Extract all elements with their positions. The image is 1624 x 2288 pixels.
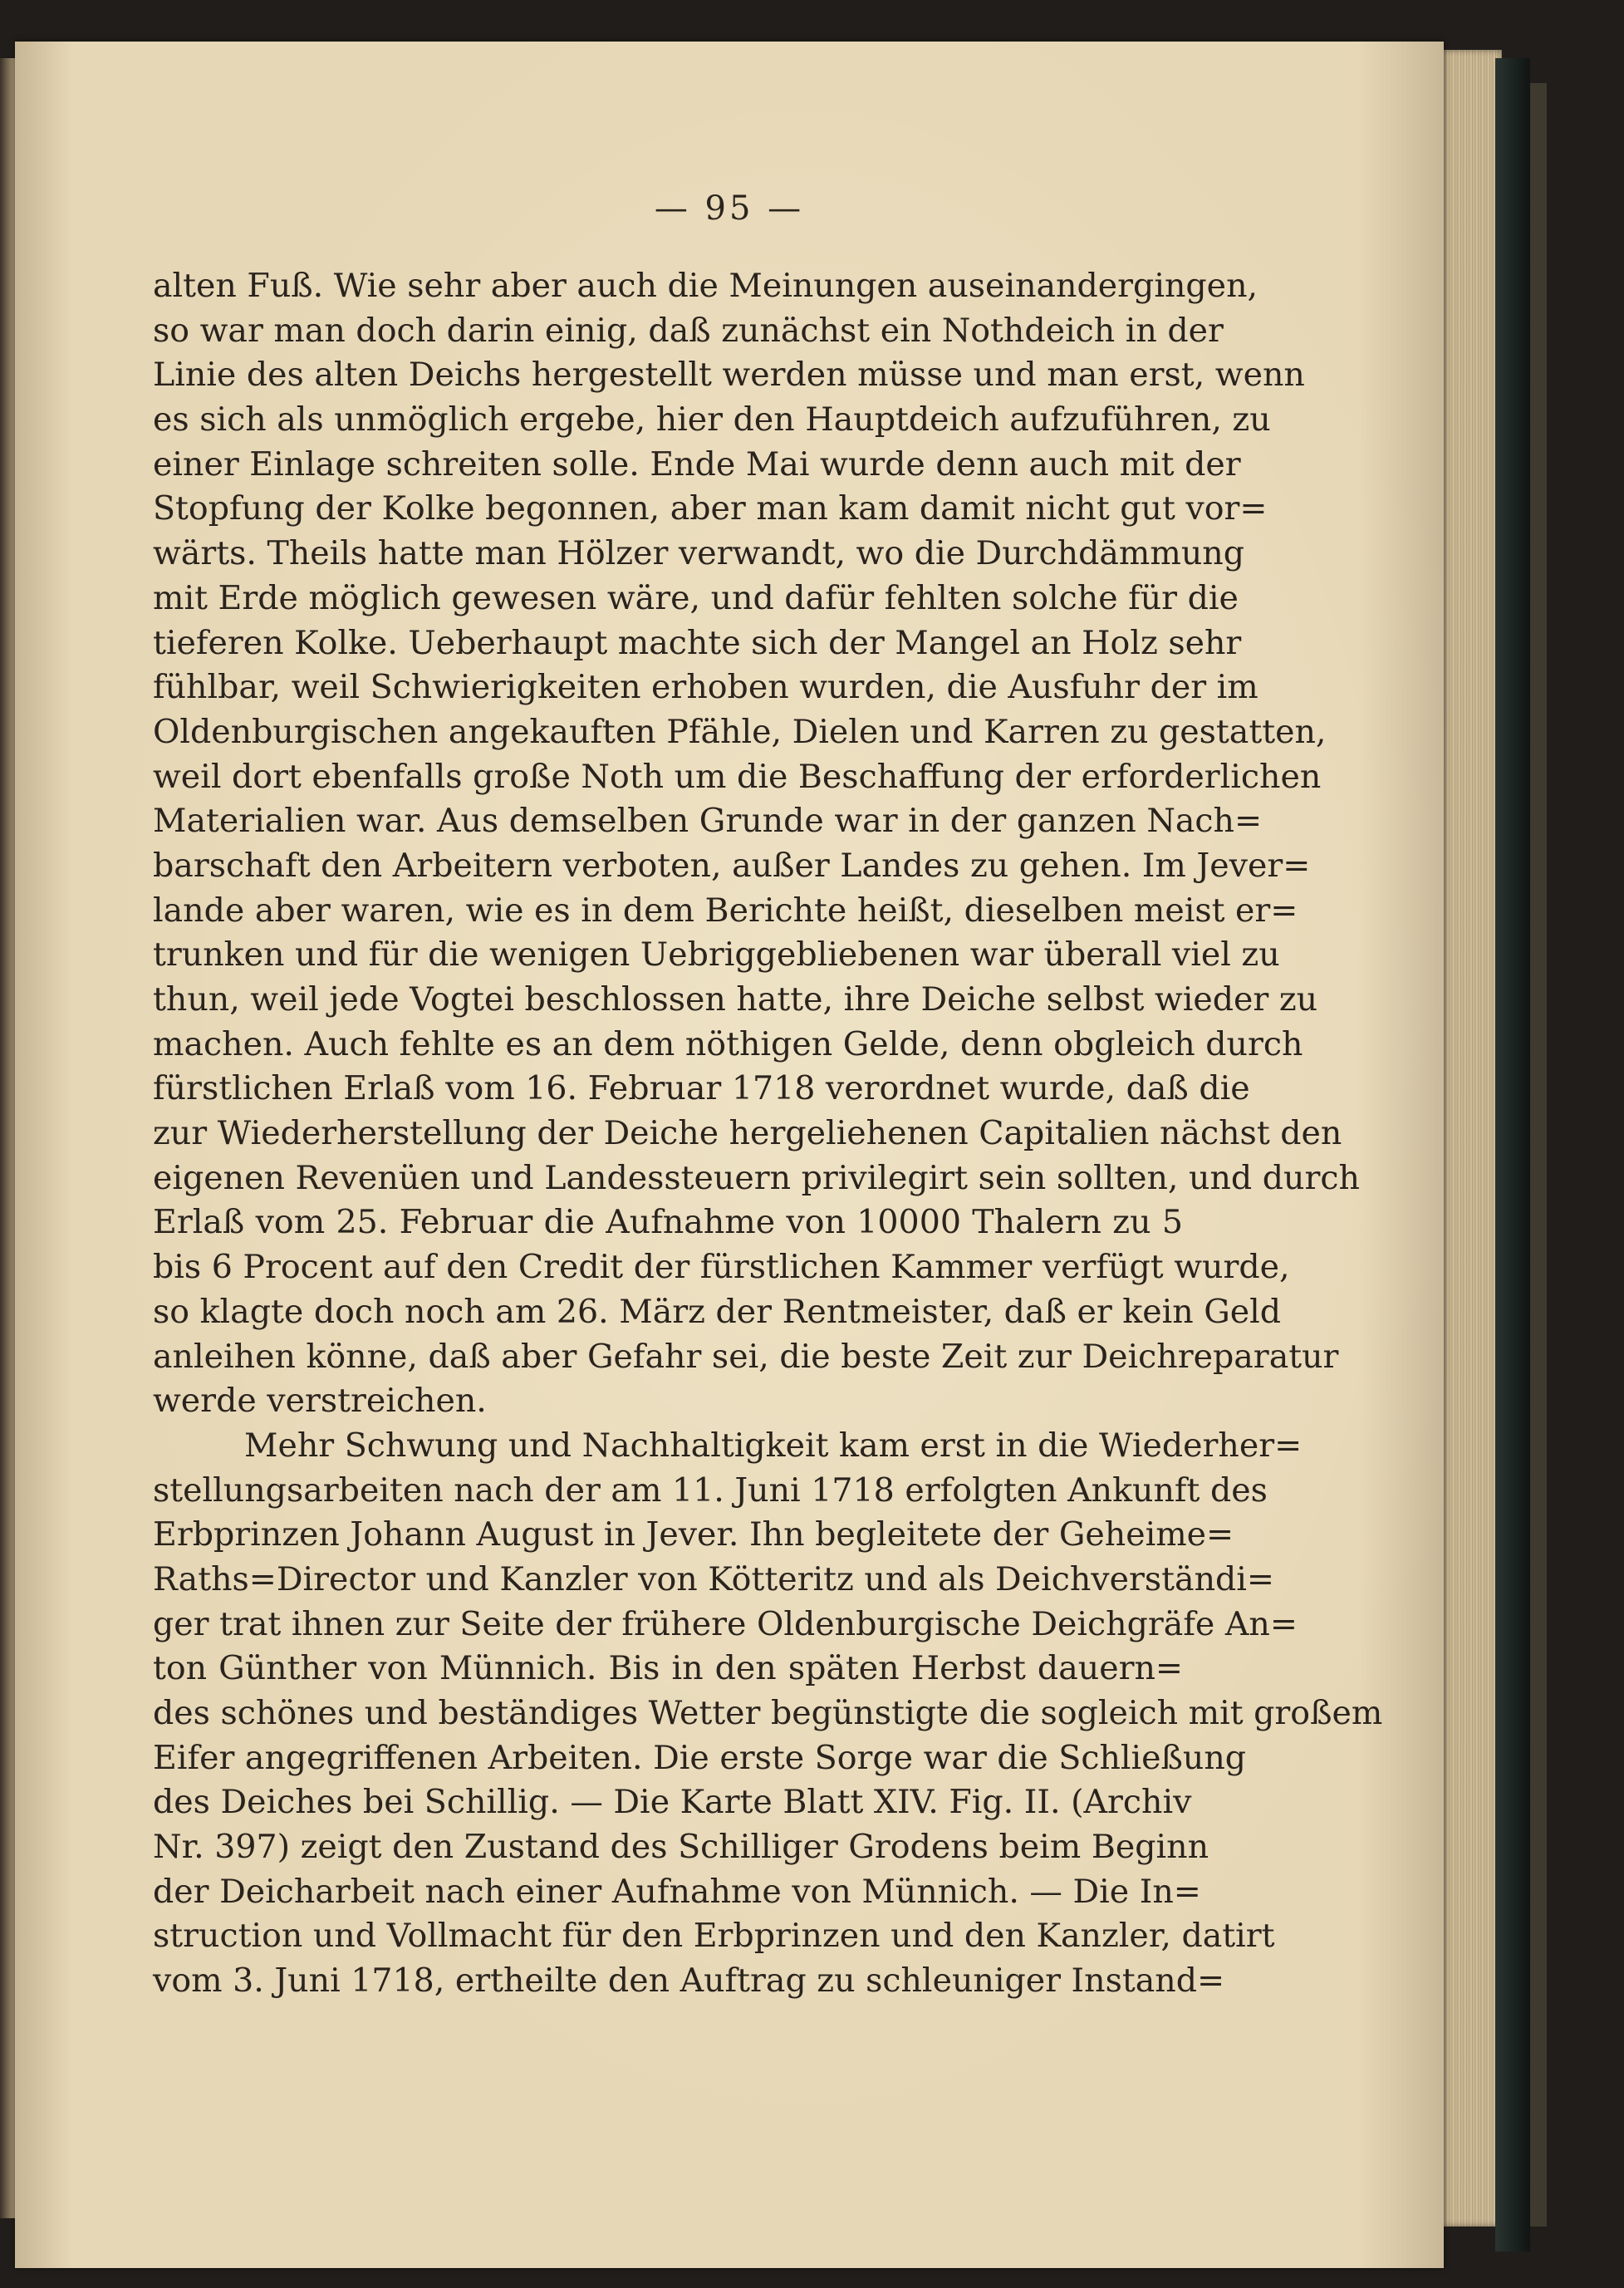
text-line: weil dort ebenfalls große Noth um die Beschaffung der erforderlichen	[153, 757, 1322, 796]
text-line: so war man doch darin einig, daß zunächst ein Nothdeich in der	[153, 311, 1224, 350]
text-line: barschaft den Arbeitern verboten, außer Landes zu gehen. Im Jever=	[153, 846, 1311, 885]
page-block-edges	[1444, 50, 1502, 2227]
text-line: Nr. 397) zeigt den Zustand des Schilliger Grodens beim Beginn	[153, 1828, 1209, 1867]
text-line: struction und Vollmacht für den Erbprinzen und den Kanzler, datirt	[153, 1917, 1275, 1956]
text-line: trunken und für die wenigen Uebriggebliebenen war überall viel zu	[153, 935, 1280, 975]
text-line: bis 6 Procent auf den Credit der fürstlichen Kammer verfügt wurde,	[153, 1248, 1290, 1287]
text-line: Materialien war. Aus demselben Grunde war in der ganzen Nach=	[153, 802, 1263, 841]
text-line: es sich als unmöglich ergebe, hier den Hauptdeich aufzuführen, zu	[153, 400, 1271, 439]
book-page	[15, 42, 1444, 2268]
text-line: alten Fuß. Wie sehr aber auch die Meinungen auseinandergingen,	[153, 267, 1258, 305]
text-line: tieferen Kolke. Ueberhaupt machte sich der Mangel an Holz sehr	[153, 623, 1242, 662]
body-text	[153, 264, 1383, 2004]
page-number: — 95 —	[654, 189, 805, 228]
text-line: zur Wiederherstellung der Deiche hergeliehenen Capitalien nächst den	[153, 1114, 1342, 1153]
text-line: Erbprinzen Johann August in Jever. Ihn begleitete der Geheime=	[153, 1515, 1234, 1554]
text-line: eigenen Revenüen und Landessteuern privilegirt sein sollten, und durch	[153, 1158, 1360, 1197]
text-line: Linie des alten Deichs hergestellt werden müsse und man erst, wenn	[153, 356, 1305, 395]
text-line: lande aber waren, wie es in dem Berichte heißt, dieselben meist er=	[153, 891, 1298, 930]
text-line: so klagte doch noch am 26. März der Rentmeister, daß er kein Geld	[153, 1292, 1282, 1331]
text-line: fühlbar, weil Schwierigkeiten erhoben wurden, die Ausfuhr der im	[153, 668, 1258, 707]
book-cover	[1495, 58, 1530, 2251]
text-line: Raths=Director und Kanzler von Kötteritz und als Deichverständi=	[153, 1559, 1275, 1598]
text-line: machen. Auch fehlte es an dem nöthigen Gelde, denn obgleich durch	[153, 1024, 1303, 1063]
text-line: des schönes und beständiges Wetter begünstigte die sogleich mit großem	[153, 1694, 1383, 1732]
text-line: ton Günther von Münnich. Bis in den späten Herbst dauern=	[153, 1649, 1183, 1688]
text-line: einer Einlage schreiten solle. Ende Mai wurde denn auch mit der	[153, 444, 1241, 484]
book-spine	[1530, 83, 1547, 2227]
text-line: fürstlichen Erlaß vom 16. Februar 1718 verordnet wurde, daß die	[153, 1069, 1250, 1108]
text-line: Eifer angegriffenen Arbeiten. Die erste Sorge war die Schließung	[153, 1738, 1247, 1777]
text-line: stellungsarbeiten nach der am 11. Juni 1718 erfolgten Ankunft des	[153, 1471, 1268, 1510]
paragraph-start-line: Mehr Schwung und Nachhaltigkeit kam erst in die Wiederher=	[244, 1426, 1303, 1465]
text-line: thun, weil jede Vogtei beschlossen hatte, ihre Deiche selbst wieder zu	[153, 980, 1318, 1019]
text-line: der Deicharbeit nach einer Aufnahme von Münnich. — Die In=	[153, 1872, 1201, 1911]
text-line: anleihen könne, daß aber Gefahr sei, die beste Zeit zur Deichreparatur	[153, 1337, 1339, 1376]
text-line: vom 3. Juni 1718, ertheilte den Auftrag zu schleuniger Instand=	[153, 1961, 1225, 2001]
text-line: des Deiches bei Schillig. — Die Karte Blatt XIV. Fig. II. (Archiv	[153, 1783, 1192, 1822]
text-line: ger trat ihnen zur Seite der frühere Oldenburgische Deichgräfe An=	[153, 1604, 1298, 1643]
text-line: Stopfung der Kolke begonnen, aber man kam damit nicht gut vor=	[153, 489, 1268, 528]
paragraph-end-line: werde verstreichen.	[153, 1382, 487, 1421]
text-line: Erlaß vom 25. Februar die Aufnahme von 10000 Thalern zu 5	[153, 1203, 1183, 1242]
text-line: Oldenburgischen angekauften Pfähle, Dielen und Karren zu gestatten,	[153, 712, 1327, 751]
text-line: mit Erde möglich gewesen wäre, und dafür fehlten solche für die	[153, 578, 1239, 617]
text-line: wärts. Theils hatte man Hölzer verwandt, wo die Durchdämmung	[153, 534, 1245, 573]
